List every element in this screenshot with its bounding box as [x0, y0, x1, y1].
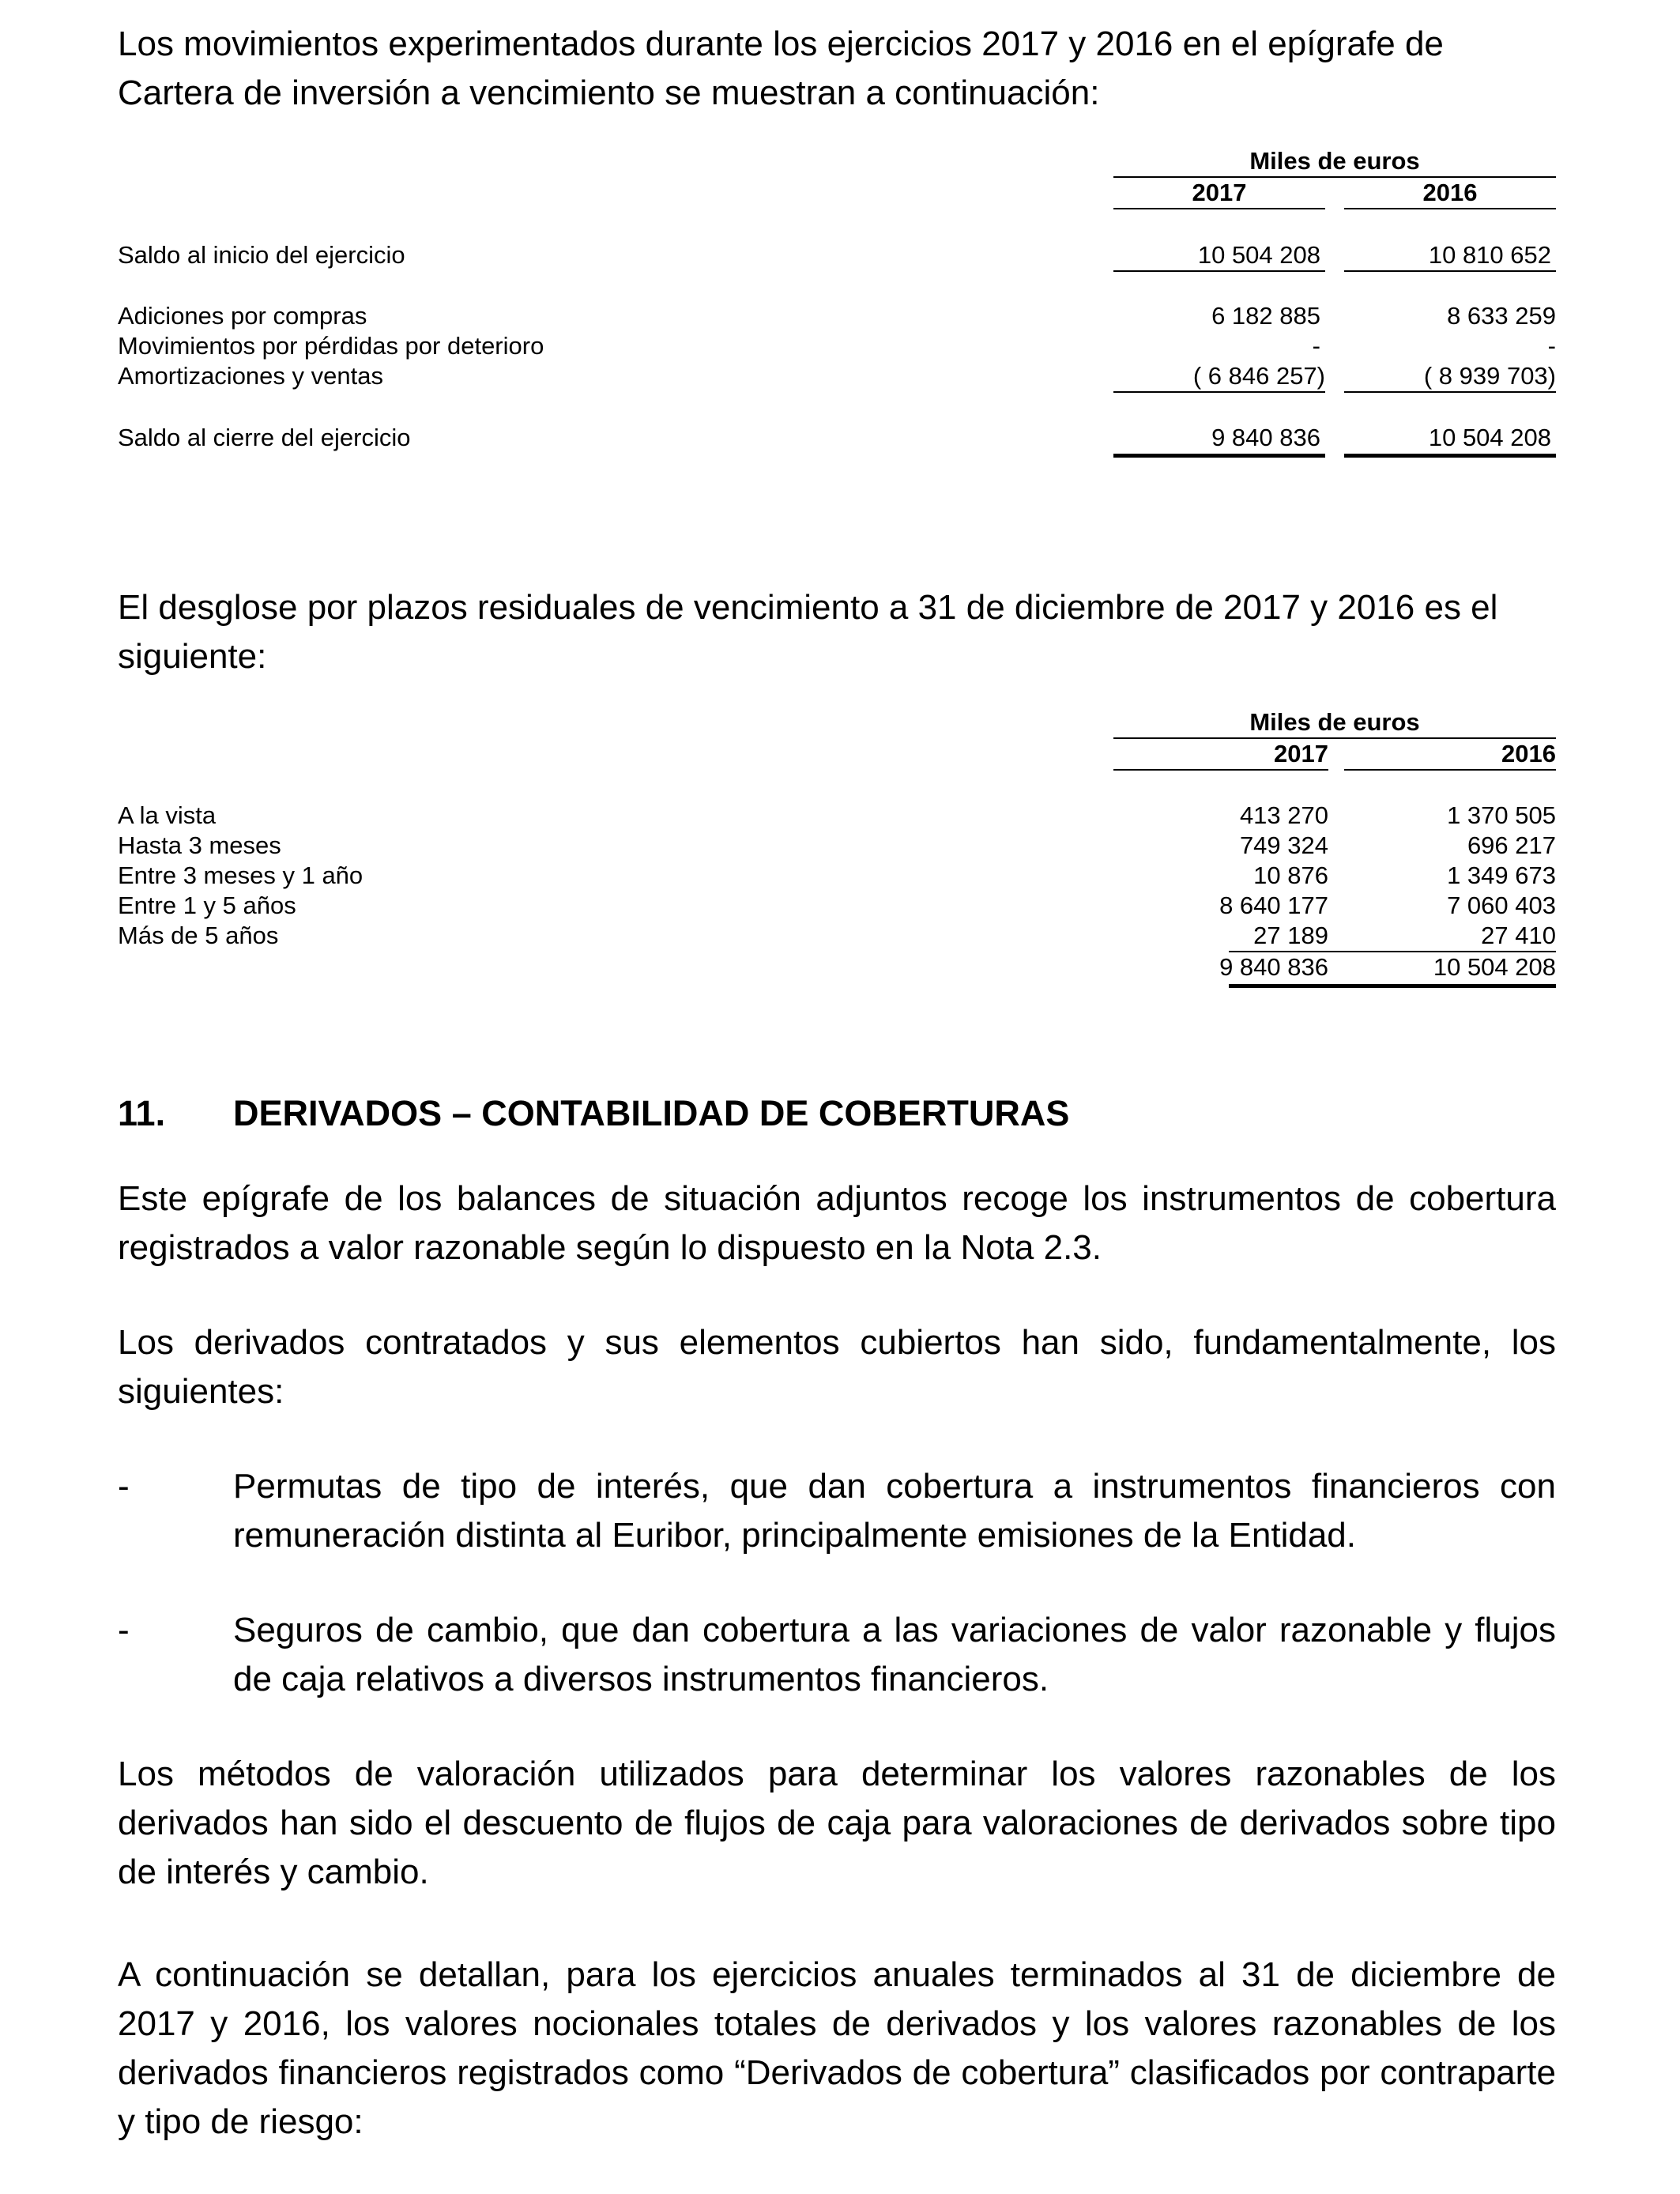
value-2016: 10 810 652 [1428, 241, 1551, 269]
bullet-item [118, 1606, 1556, 1704]
row-label: Entre 3 meses y 1 año [118, 861, 363, 889]
table1-col2-rule [1344, 208, 1556, 209]
value-2017: 10 876 [1253, 861, 1328, 889]
table2-group-header: Miles de euros [1249, 708, 1420, 736]
bullet-text: Permutas de tipo de interés, que dan cobertura a instrumentos financieros con remuneración distinta al Euribor, principalmente emisiones de la Entidad. [233, 1467, 1556, 1555]
table2-row [118, 801, 1556, 831]
row-label: Movimientos por pérdidas por deterioro [118, 332, 544, 360]
bullet-item [118, 1462, 1556, 1560]
row-label: A la vista [118, 801, 217, 829]
movements-table [118, 146, 1556, 478]
subtotal-rule [1344, 270, 1556, 272]
bullet-dash: - [118, 1611, 130, 1649]
subtotal-rule [1344, 391, 1556, 393]
value-2017: 10 504 208 [1197, 241, 1320, 269]
total-2017: 9 840 836 [1219, 953, 1328, 981]
maturity-table [118, 707, 1556, 1000]
value-2017: ( 6 846 257) [1192, 362, 1325, 390]
table1-row [118, 301, 1556, 331]
value-2016: ( 8 939 703) [1423, 362, 1556, 390]
total-2016: 10 504 208 [1433, 953, 1556, 981]
subtotal-rule [1113, 391, 1325, 393]
table1-col-2016: 2016 [1422, 179, 1478, 206]
total-rule [1113, 454, 1325, 458]
intro-paragraph-maturity: El desglose por plazos residuales de vencimiento a 31 de diciembre de 2017 y 2016 es el siguiente: [118, 588, 1498, 676]
table2-col2-rule [1344, 769, 1556, 771]
intro-paragraph-movements: Los movimientos experimentados durante los ejercicios 2017 y 2016 en el epígrafe de Cartera de inversión a vencimiento se muestran a continuación: [118, 25, 1444, 112]
section-title: DERIVADOS – CONTABILIDAD DE COBERTURAS [233, 1093, 1070, 1133]
total-rule [1344, 454, 1556, 458]
table1-col1-rule [1113, 208, 1325, 209]
table1-row [118, 361, 1556, 391]
value-2016: 696 217 [1467, 831, 1556, 859]
value-2016: 7 060 403 [1447, 892, 1556, 919]
paragraph-metodos: Los métodos de valoración utilizados para determinar los valores razonables de los derivados han sido el descuento de flujos de caja para valoraciones de derivados sobre tipo de interés y cambio. [118, 1755, 1556, 1891]
value-2016: 1 349 673 [1447, 861, 1556, 889]
table2-col-2016: 2016 [1501, 740, 1556, 767]
table1-group-header: Miles de euros [1249, 147, 1420, 175]
value-2016: 27 410 [1481, 922, 1556, 949]
value-2017: 8 640 177 [1219, 892, 1328, 919]
value-2016: 8 633 259 [1447, 302, 1556, 330]
table2-col-2017: 2017 [1274, 740, 1328, 767]
subtotal-rule [1113, 270, 1325, 272]
row-label: Hasta 3 meses [118, 831, 281, 859]
value-2017: 6 182 885 [1211, 302, 1320, 330]
table1-row-total [118, 423, 1556, 453]
row-label: Más de 5 años [118, 922, 279, 949]
paragraph-derivados: Los derivados contratados y sus elementos cubiertos han sido, fundamentalmente, los siguientes: [118, 1323, 1556, 1411]
value-2017: 27 189 [1253, 922, 1328, 949]
bullet-text: Seguros de cambio, que dan cobertura a las variaciones de valor razonable y flujos de caja relativos a diversos instrumentos financieros. [233, 1611, 1556, 1698]
table2-row-total [118, 952, 1556, 982]
value-2017: - [1312, 332, 1320, 360]
value-2016: 10 504 208 [1428, 424, 1551, 451]
bullet-dash: - [118, 1467, 130, 1506]
table1-row [118, 240, 1556, 270]
value-2017: 413 270 [1239, 801, 1328, 829]
row-label: Saldo al cierre del ejercicio [118, 424, 411, 451]
row-label: Amortizaciones y ventas [118, 362, 383, 390]
row-label: Adiciones por compras [118, 302, 367, 330]
table2-row [118, 831, 1556, 861]
table2-col1-rule [1113, 769, 1328, 771]
total-rule [1229, 984, 1556, 988]
value-2016: 1 370 505 [1447, 801, 1556, 829]
section-heading [118, 1089, 1069, 1138]
value-2017: 9 840 836 [1211, 424, 1320, 451]
table2-row [118, 891, 1556, 921]
row-label: Entre 1 y 5 años [118, 892, 296, 919]
table1-row [118, 331, 1556, 361]
table2-row [118, 921, 1556, 951]
section-number: 11. [118, 1093, 166, 1133]
table2-row [118, 861, 1556, 891]
table1-col-2017: 2017 [1192, 179, 1247, 206]
paragraph-detalle: A continuación se detallan, para los ejercicios anuales terminados al 31 de diciembre de 2017 y 2016, los valores nocionales totales de derivados y los valores razonables de los derivados financieros registrados como “Derivados de cobertura” clasificados por contraparte y tipo de riesgo: [118, 1955, 1556, 2141]
paragraph-epigrafe: Este epígrafe de los balances de situación adjuntos recoge los instrumentos de cobertura registrados a valor razonable según lo dispuesto en la Nota 2.3. [118, 1179, 1556, 1267]
value-2017: 749 324 [1239, 831, 1328, 859]
row-label: Saldo al inicio del ejercicio [118, 241, 405, 269]
value-2016: - [1547, 332, 1556, 360]
